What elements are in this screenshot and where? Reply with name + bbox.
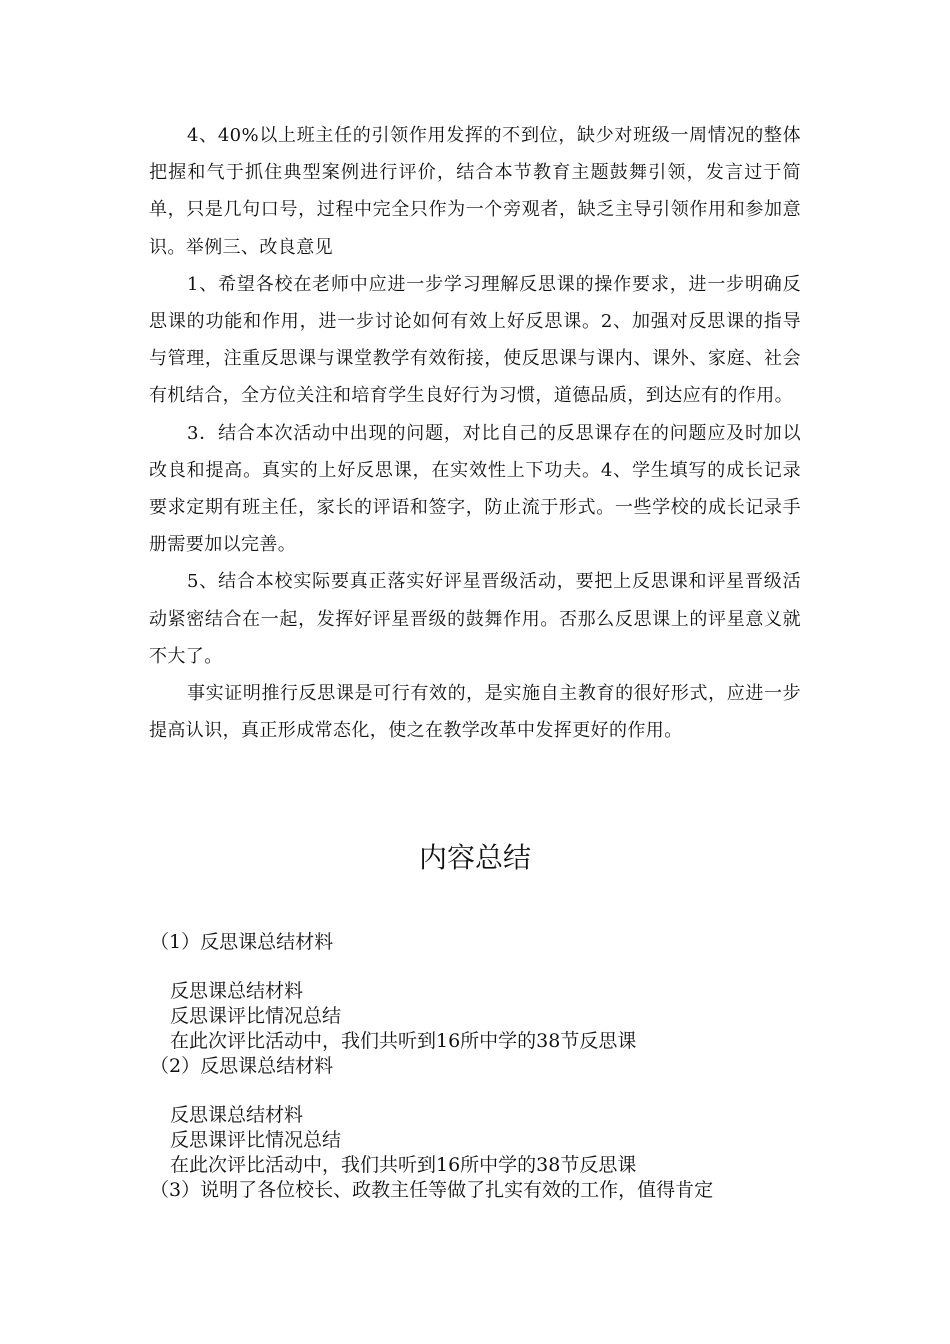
summary-item-heading: （3）说明了各位校长、政教主任等做了扎实有效的工作，值得肯定 (150, 1179, 714, 1201)
summary-title: 内容总结 (418, 841, 531, 874)
paragraph: 4、40%以上班主任的引领作用发挥的不到位，缺少对班级一周情况的整体把握和气于抓住典型案例进行评价，结合本节教育主题鼓舞引领，发言过于简单，只是几句口号，过程中完全只作为一个旁观者，缺乏主导引领作用和参加意识。举例三、改良意见 (149, 125, 801, 258)
summary-item-line: 在此次评比活动中，我们共听到16所中学的38节反思课 (170, 1030, 637, 1052)
paragraph: 1、希望各校在老师中应进一步学习理解反思课的操作要求，进一步明确反思课的功能和作用，进一步讨论如何有效上好反思课。2、加强对反思课的指导与管理，注重反思课与课堂教学有效衔接，使反思课与课内、课外、家庭、社会有机结合，全方位关注和培育学生良好行为习惯，道德品质，到达应有的作用。 (149, 273, 801, 407)
summary-list (150, 930, 830, 1203)
summary-item-heading: （2）反思课总结材料 (150, 1055, 334, 1077)
summary-item-line: 反思课评比情况总结 (170, 1005, 342, 1027)
summary-item-line: 反思课总结材料 (170, 1104, 304, 1126)
paragraph: 3．结合本次活动中出现的问题，对比自己的反思课存在的问题应及时加以改良和提高。真实的上好反思课，在实效性上下功夫。4、学生填写的成长记录要求定期有班主任，家长的评语和签字，防止流于形式。一些学校的成长记录手册需要加以完善。 (149, 422, 801, 556)
summary-item-line: 反思课总结材料 (170, 980, 304, 1002)
spacer (150, 955, 830, 979)
paragraph: 5、结合本校实际要真正落实好评星晋级活动，要把上反思课和评星晋级活动紧密结合在一起，发挥好评星晋级的鼓舞作用。否那么反思课上的评星意义就不大了。 (149, 571, 801, 667)
body-text (149, 117, 801, 749)
spacer (150, 1079, 830, 1103)
paragraph: 事实证明推行反思课是可行有效的，是实施自主教育的很好形式，应进一步提高认识，真正形成常态化，使之在教学改革中发挥更好的作用。 (149, 683, 801, 742)
summary-item-heading: （1）反思课总结材料 (150, 931, 334, 953)
summary-item-line: 反思课评比情况总结 (170, 1129, 342, 1151)
summary-item-line: 在此次评比活动中，我们共听到16所中学的38节反思课 (170, 1154, 637, 1176)
